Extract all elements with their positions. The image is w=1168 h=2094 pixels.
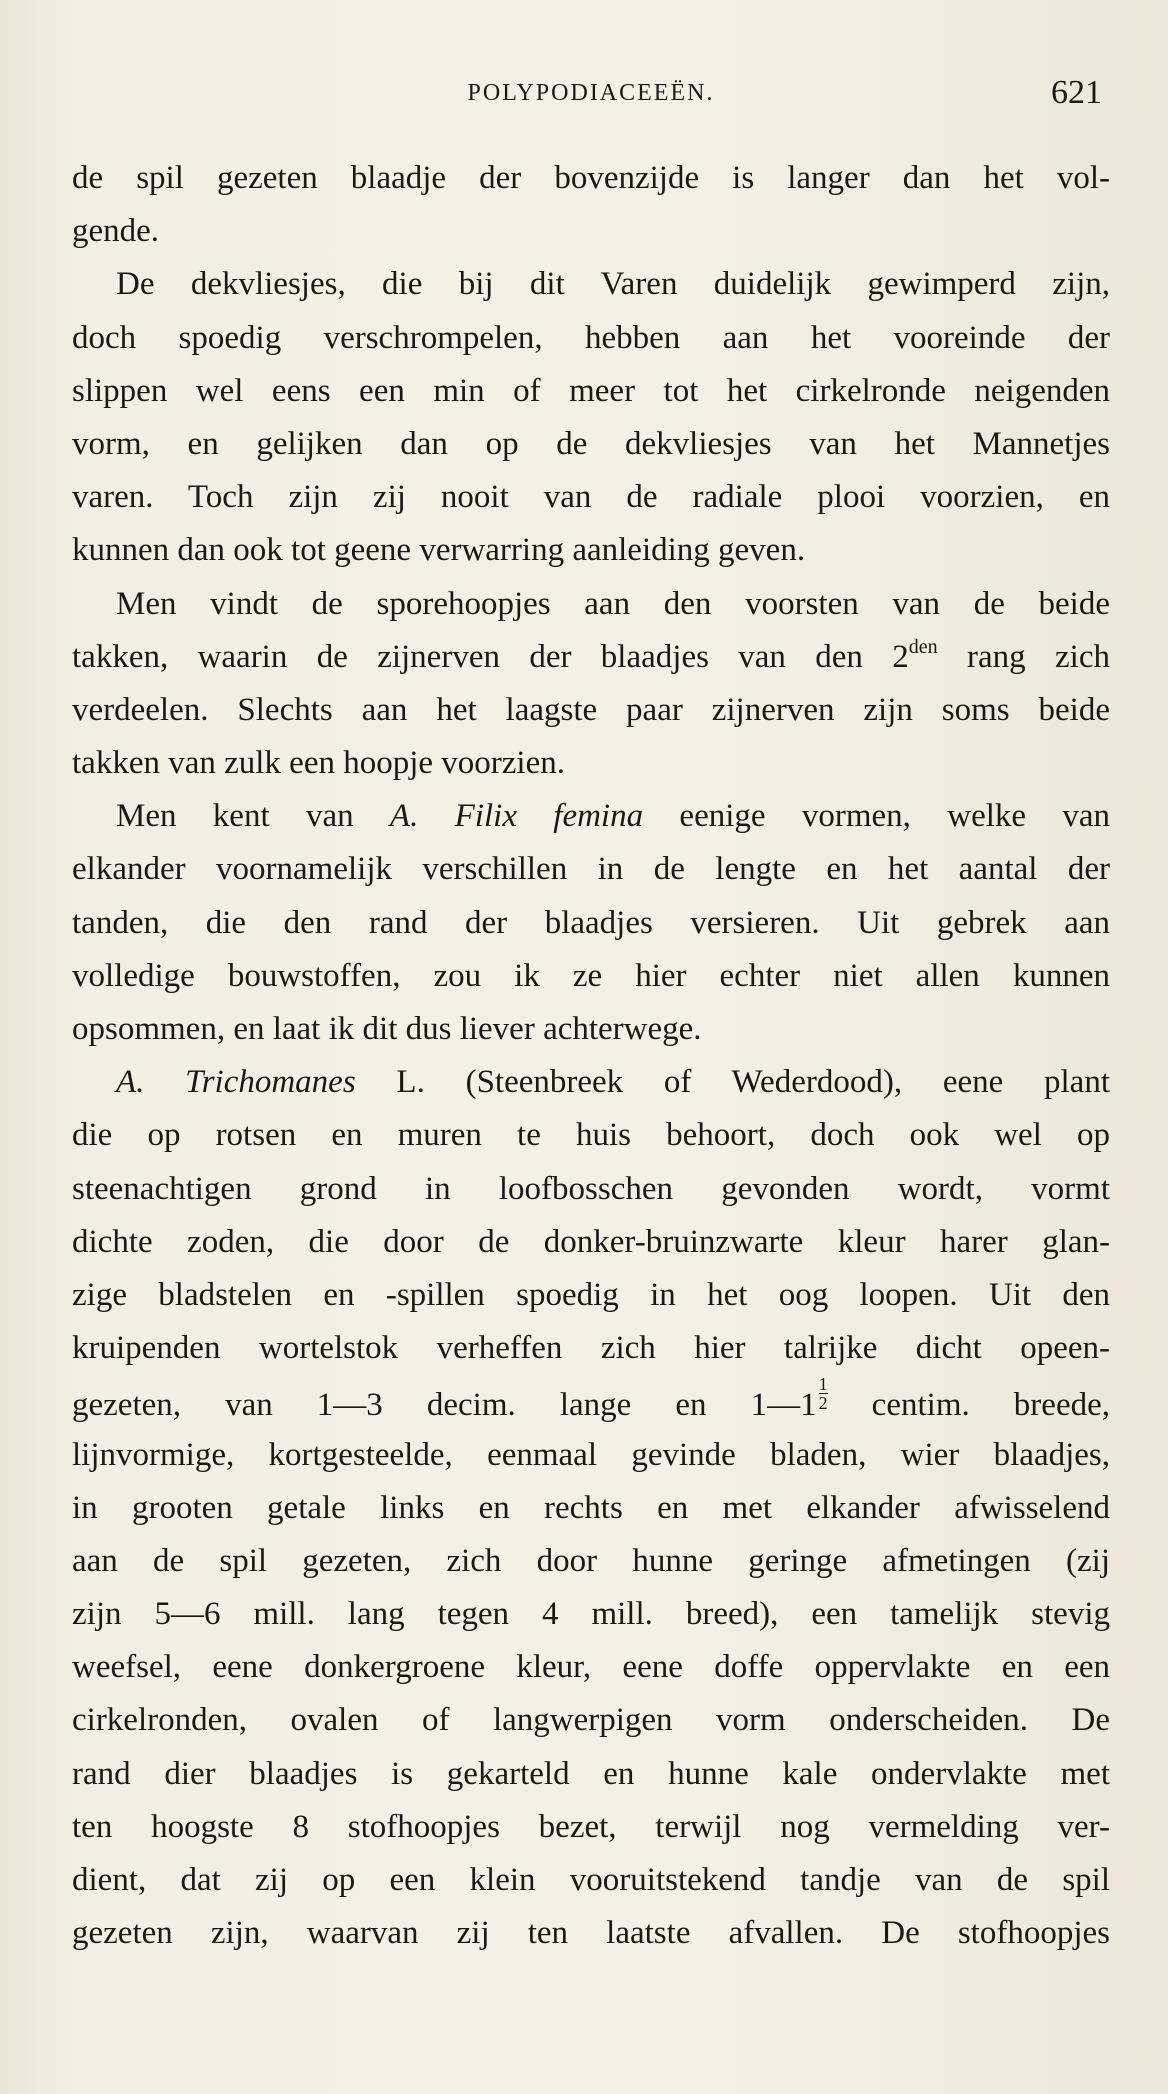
text-line: Men vindt de sporehoopjes aan den voorsten van de beide: [116, 585, 1110, 622]
text-line: dient, dat zij op een klein vooruitstekend tandje van de spil: [72, 1862, 1110, 1898]
running-head: [72, 74, 1110, 120]
text-line: steenachtigen grond in loofbosschen gevonden wordt, vormt: [72, 1170, 1110, 1207]
text-line: opsommen, en laat ik dit dus liever achterwege.: [72, 1011, 702, 1047]
body-text: [72, 152, 1110, 1960]
text-line: die op rotsen en muren te huis behoort, doch ook wel op: [72, 1117, 1110, 1154]
text-line: vorm, en gelijken dan op de dekvliesjes van het Mannetjes: [72, 425, 1110, 462]
text-line: [72, 1056, 1110, 1109]
text-fragment: Men kent van: [116, 798, 390, 835]
text-line: aan de spil gezeten, zich door hunne geringe afmetingen (zij: [72, 1542, 1110, 1579]
text-line: De dekvliesjes, die bij dit Varen duidelijk gewimperd zijn,: [116, 266, 1110, 303]
text-line: kruipenden wortelstok verheffen zich hier talrijke dicht opeen-: [72, 1330, 1110, 1367]
text-fragment: eenige vormen, welke van: [643, 798, 1110, 835]
text-fragment: L. (Steenbreek of Wederdood), eene plant: [355, 1064, 1110, 1101]
text-line: tanden, die den rand der blaadjes versieren. Uit gebrek aan: [72, 904, 1110, 941]
text-line: varen. Toch zijn zij nooit van de radiale plooi voorzien, en: [72, 479, 1110, 516]
text-line: doch spoedig verschrompelen, hebben aan het vooreinde der: [72, 319, 1110, 356]
text-line: [72, 790, 1110, 843]
species-name: A. Trichomanes: [116, 1064, 356, 1101]
text-line: lijnvormige, kortgesteelde, eenmaal gevinde bladen, wier blaadjes,: [72, 1436, 1110, 1473]
text-line: ten hoogste 8 stofhoopjes bezet, terwijl nog vermelding ver-: [72, 1808, 1110, 1845]
text-line: rand dier blaadjes is gekarteld en hunne kale ondervlakte met: [72, 1755, 1110, 1792]
text-line: kunnen dan ook tot geene verwarring aanleiding geven.: [72, 532, 806, 569]
fraction: [819, 1375, 828, 1412]
text-fragment: rang zich: [937, 638, 1110, 675]
text-fragment: takken, waarin de zijnerven der blaadjes van den 2: [72, 638, 909, 675]
text-line: elkander voornamelijk verschillen in de lengte en het aantal der: [72, 851, 1110, 888]
text-line: zige bladstelen en -spillen spoedig in het oog loopen. Uit den: [72, 1276, 1110, 1313]
page-number: 621: [1051, 74, 1102, 111]
species-name: A. Filix femina: [389, 798, 644, 835]
running-title: POLYPODIACEEËN.: [467, 80, 715, 106]
text-line: takken van zulk een hoopje voorzien.: [72, 745, 565, 782]
text-line: gezeten zijn, waarvan zij ten laatste afvallen. De stofhoopjes: [72, 1915, 1110, 1952]
text-fragment: centim. breede,: [827, 1387, 1110, 1424]
superscript: den: [908, 635, 938, 658]
text-fragment: gezeten, van 1—3 decim. lange en 1—1: [72, 1387, 817, 1424]
text-line: dichte zoden, die door de donker-bruinzwarte kleur harer glan-: [72, 1223, 1110, 1260]
text-line: slippen wel eens een min of meer tot het cirkelronde neigenden: [72, 372, 1110, 409]
text-line: verdeelen. Slechts aan het laagste paar zijnerven zijn soms beide: [72, 691, 1110, 728]
text-line: [72, 1375, 1110, 1428]
text-line: in grooten getale links en rechts en met elkander afwisselend: [72, 1489, 1110, 1526]
text-line: [72, 631, 1110, 684]
text-line: weefsel, eene donkergroene kleur, eene doffe oppervlakte en een: [72, 1649, 1110, 1686]
fraction-denominator: 2: [818, 1393, 828, 1414]
fraction-numerator: 1: [818, 1374, 828, 1395]
text-line: de spil gezeten blaadje der bovenzijde is langer dan het vol-: [72, 160, 1110, 196]
text-line: gende.: [72, 213, 160, 250]
text-line: zijn 5—6 mill. lang tegen 4 mill. breed), een tamelijk stevig: [72, 1596, 1110, 1633]
text-line: cirkelronden, ovalen of langwerpigen vorm onderscheiden. De: [72, 1702, 1110, 1739]
text-line: volledige bouwstoffen, zou ik ze hier echter niet allen kunnen: [72, 957, 1110, 994]
